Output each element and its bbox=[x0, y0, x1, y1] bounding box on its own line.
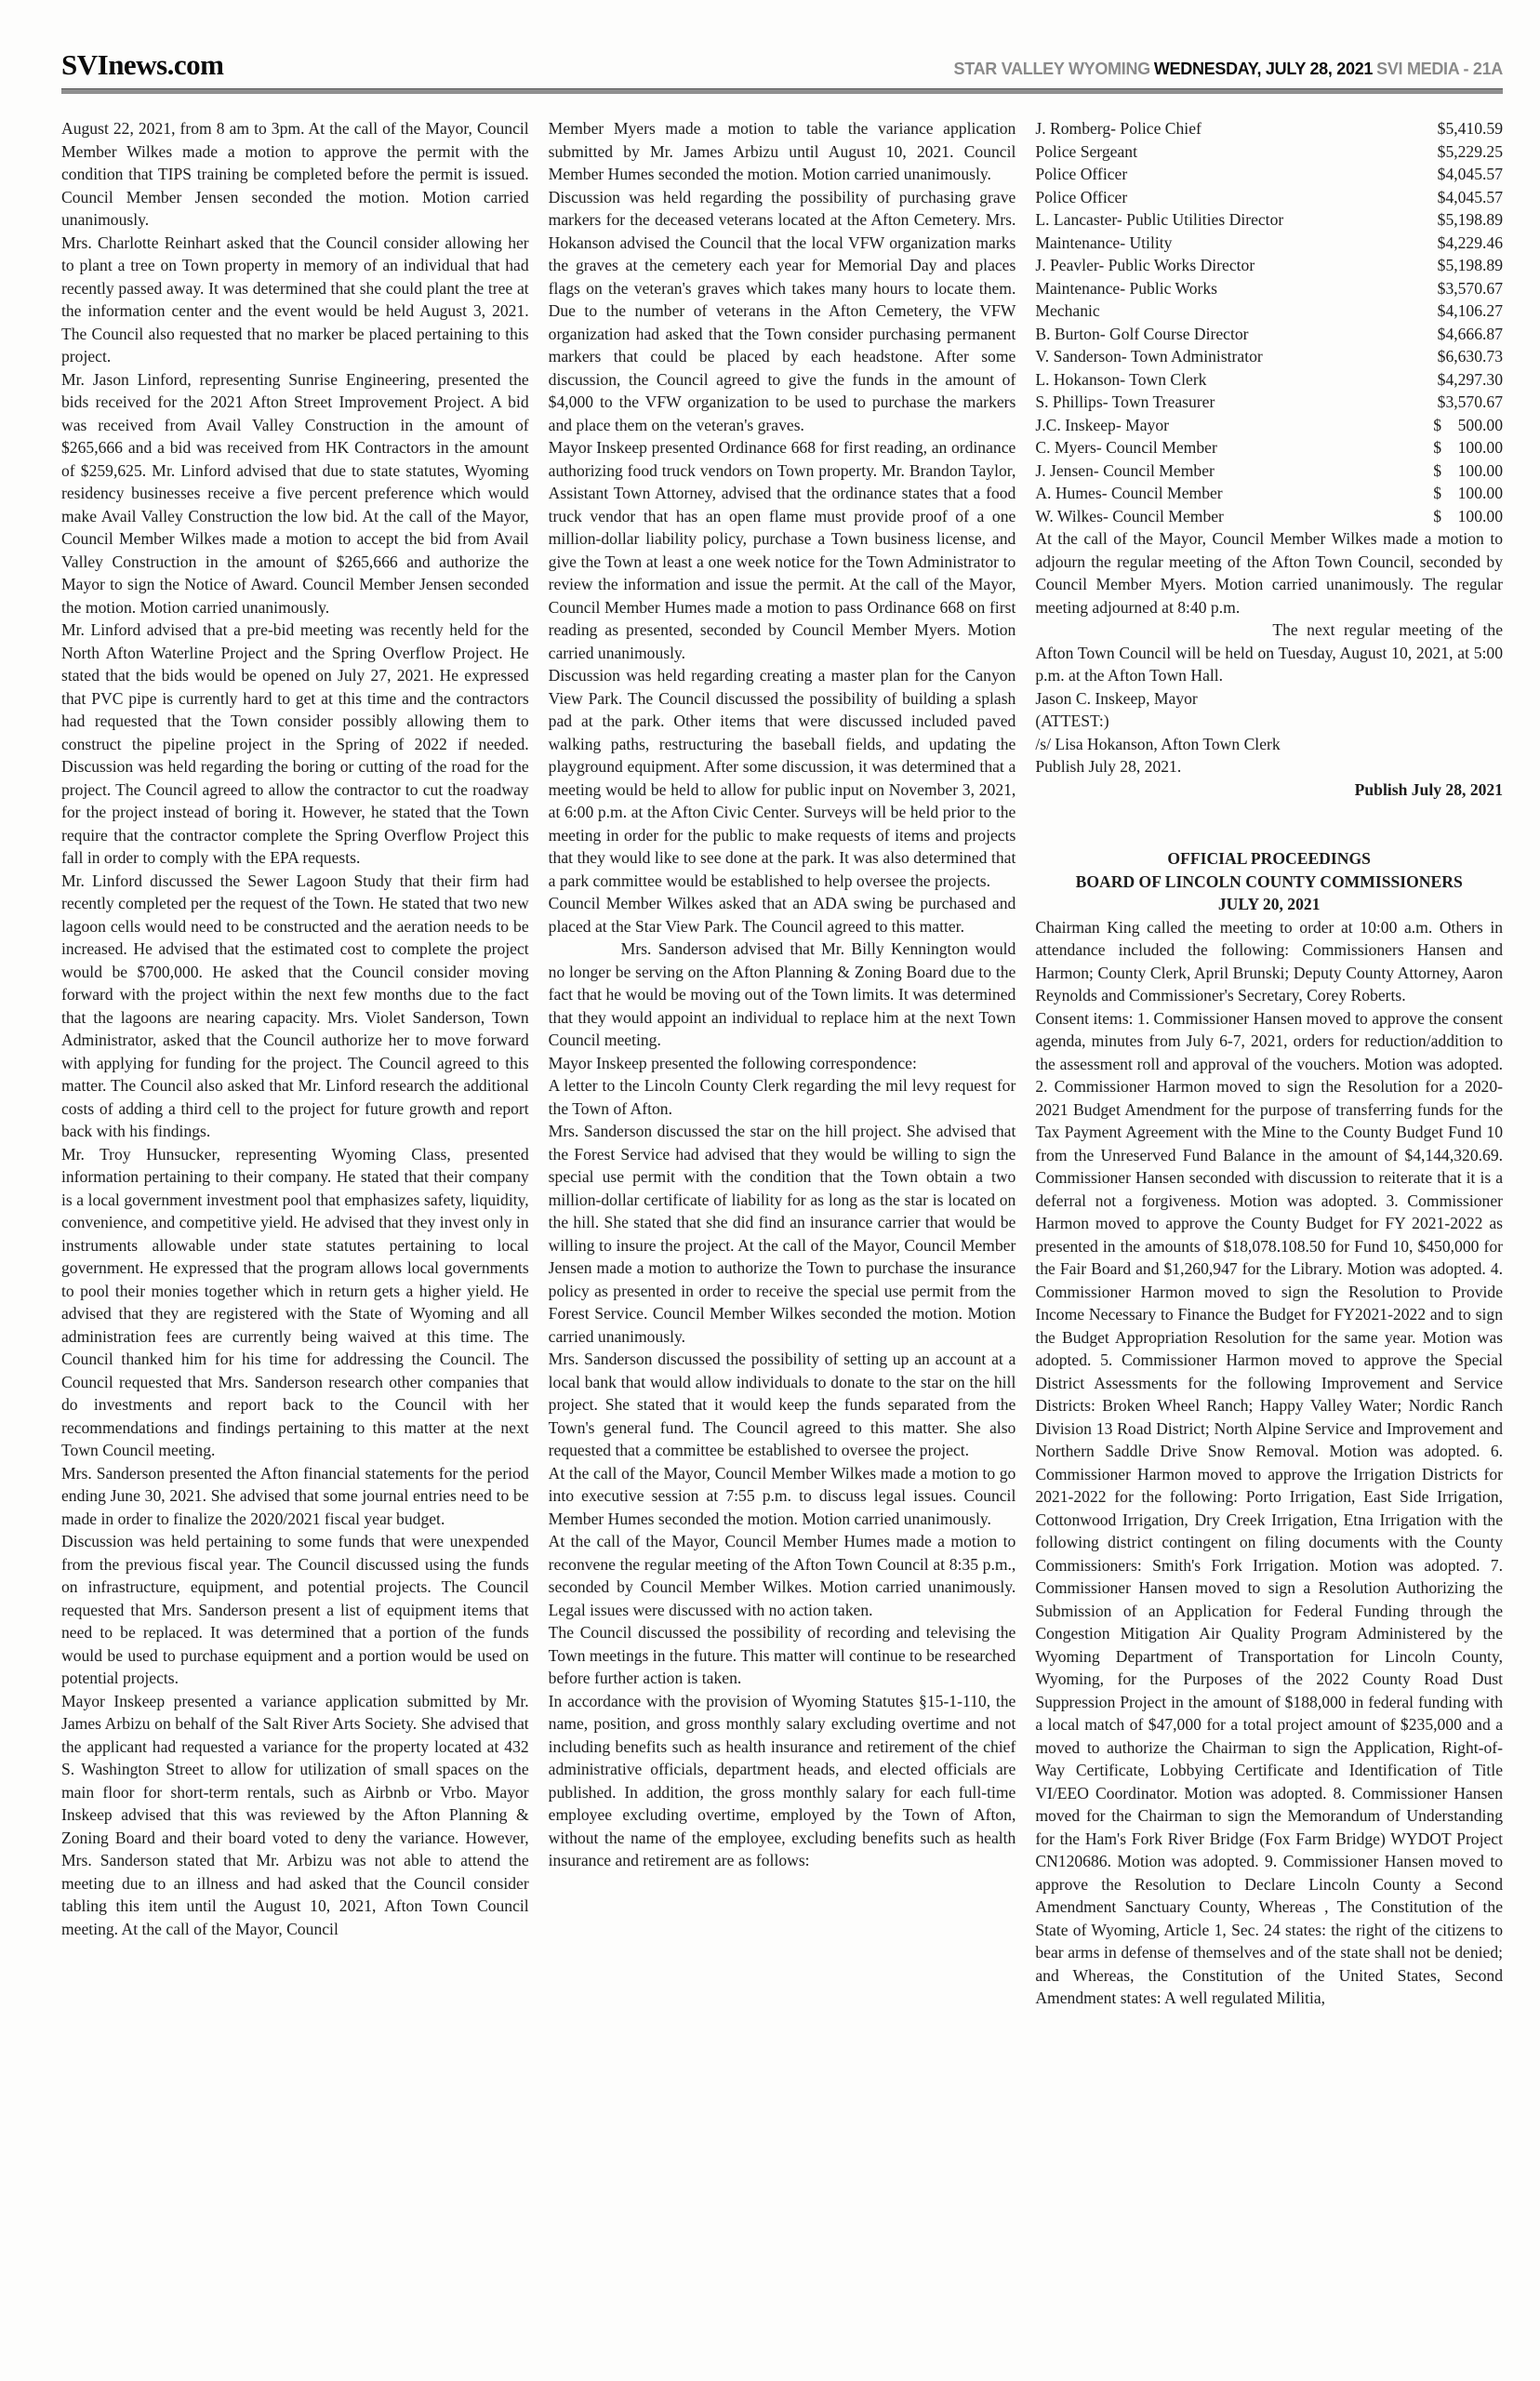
salary-position: J.C. Inskeep- Mayor bbox=[1035, 415, 1169, 434]
paragraph: A letter to the Lincoln County Clerk regarding the mil levy request for the Town of Afton. bbox=[548, 1076, 1016, 1118]
paragraph: Mrs. Sanderson presented the Afton financial statements for the period ending June 30, 2021. She advised that some journal entries need to be made in order to finalize the 2020/2021 fiscal year budget. bbox=[61, 1463, 529, 1528]
salary-position: J. Peavler- Public Works Director bbox=[1035, 256, 1255, 274]
paragraph: Council Member Wilkes asked that an ADA swing be purchased and placed at the Star View Park. The Council agreed to this matter. bbox=[548, 894, 1016, 936]
salary-amount: $5,198.89 bbox=[1437, 210, 1504, 229]
header-date: WEDNESDAY, JULY 28, 2021 bbox=[1153, 60, 1374, 78]
section-heading-line: OFFICIAL PROCEEDINGS bbox=[1167, 849, 1371, 868]
paragraph: At the call of the Mayor, Council Member Humes made a motion to reconvene the regular meeting of the Afton Town Council at 8:35 p.m., seconded by Council Member Wilkes. Motion carried unanimously. Legal issues were discussed with no action taken. bbox=[548, 1532, 1016, 1619]
salary-position: A. Humes- Council Member bbox=[1035, 484, 1223, 502]
salary-position: W. Wilkes- Council Member bbox=[1035, 506, 1224, 525]
salary-amount: $4,666.87 bbox=[1437, 324, 1504, 343]
salary-table bbox=[1035, 117, 1503, 527]
paragraph: Mrs. Sanderson advised that Mr. Billy Kennington would no longer be serving on the Afton Planning & Zoning Board due to the fact that he would be moving out of the Town limits. It was determined that they would appoint an individual to replace him at the next Town Council meeting. bbox=[548, 939, 1016, 1049]
paragraph: Discussion was held pertaining to some funds that were unexpended from the previous fiscal year. The Council discussed using the funds on infrastructure, equipment, and potential projects. The Council requested that Mrs. Sanderson present a list of equipment items that need to be replaced. It was determined that a portion of the funds would be used to purchase equipment and a portion would be used on potential projects. bbox=[61, 1532, 529, 1687]
salary-position: Police Officer bbox=[1035, 165, 1128, 183]
salary-position: Police Sergeant bbox=[1035, 141, 1137, 161]
salary-amount: $ 100.00 bbox=[1433, 484, 1504, 502]
salary-row bbox=[1035, 345, 1503, 368]
salary-row bbox=[1035, 117, 1503, 140]
salary-position: Police Officer bbox=[1035, 187, 1128, 206]
salary-position: Maintenance- Utility bbox=[1035, 233, 1173, 252]
salary-amount: $6,630.73 bbox=[1437, 347, 1504, 366]
paragraph: Mr. Troy Hunsucker, representing Wyoming Class, presented information pertaining to their company. He stated that their company is a local government investment pool that emphasizes safety, liquidity, convenience, and competitive yield. He advised that they invest only in instruments allowable under state statutes pertaining to local government. He expressed that the program allows local governments to pool their monies together which in return gets a higher yield. He advised that they are registered with the State of Wyoming and all administration fees are currently being waived at this time. The Council thanked him for his time for addressing the Council. The Council requested that Mrs. Sanderson research other companies that do investments and report back to the Council with her recommendations and findings pertaining to this matter at the next Town Council meeting. bbox=[61, 1144, 529, 1459]
paragraph: Mr. Linford discussed the Sewer Lagoon Study that their firm had recently completed per the request of the Town. He stated that two new lagoon cells would need to be constructed and the aeration needs to be increased. He advised that the estimated cost to complete the project would be $700,000. He asked that the Council consider moving forward with the project within the next few months due to the fact that the lagoons are nearing capacity. Mrs. Violet Sanderson, Town Administrator, asked that the Council authorize her to move forward with applying for funding for the project. The Council agreed to this matter. The Council also asked that Mr. Linford research the additional costs of adding a third cell to the project for future growth and report back with his findings. bbox=[61, 871, 529, 1140]
salary-row bbox=[1035, 254, 1503, 277]
salary-row bbox=[1035, 277, 1503, 300]
paragraph: Mr. Jason Linford, representing Sunrise Engineering, presented the bids received for the 2021 Afton Street Improvement Project. A bid was received from Avail Valley Construction in the amount of $265,666 and a bid was received from HK Contractors in the amount of $259,625. Mr. Linford advised that due to state statutes, Wyoming residency businesses receive a five percent preference which would make Avail Valley Construction the low bid. At the call of the Mayor, Council Member Wilkes made a motion to accept the bid from Avail Valley Construction in the amount of $265,666 and authorize the Mayor to sign the Notice of Award. Council Member Jensen seconded the motion. Motion carried unanimously. bbox=[61, 369, 529, 617]
salary-row bbox=[1035, 186, 1503, 209]
paragraph: At the call of the Mayor, Council Member Wilkes made a motion to go into executive session at 7:55 p.m. to discuss legal issues. Council Member Humes seconded the motion. Motion carried unanimously. bbox=[548, 1463, 1016, 1528]
header-location: STAR VALLEY WYOMING bbox=[953, 60, 1150, 78]
salary-amount: $4,045.57 bbox=[1437, 187, 1504, 206]
salary-amount: $5,229.25 bbox=[1437, 141, 1504, 161]
masthead-brand: SVInews.com bbox=[61, 48, 224, 81]
spacer bbox=[1035, 801, 1503, 847]
salary-amount: $4,106.27 bbox=[1437, 301, 1504, 320]
page-header bbox=[61, 48, 1503, 82]
column-2 bbox=[549, 117, 1016, 2010]
salary-position: Maintenance- Public Works bbox=[1035, 278, 1217, 298]
salary-row bbox=[1035, 163, 1503, 186]
column-1 bbox=[61, 117, 529, 2010]
paragraph: Mrs. Charlotte Reinhart asked that the Council consider allowing her to plant a tree on Town property in memory of an individual that had recently passed away. It was determined that she could plant the tree at the information center and the event would be held August 3, 2021. The Council also requested that no marker be placed pertaining to this project. bbox=[61, 233, 529, 366]
section-heading bbox=[1035, 847, 1503, 916]
salary-position: C. Myers- Council Member bbox=[1035, 438, 1217, 457]
paragraph: /s/ Lisa Hokanson, Afton Town Clerk bbox=[1035, 734, 1281, 753]
salary-row bbox=[1035, 391, 1503, 414]
paragraph: August 22, 2021, from 8 am to 3pm. At the call of the Mayor, Council Member Wilkes made a motion to approve the permit with the condition that TIPS training be completed before the permit is issued. Council Member Jensen seconded the motion. Motion carried unanimously. bbox=[61, 119, 529, 229]
salary-row bbox=[1035, 323, 1503, 346]
paragraph: At the call of the Mayor, Council Member Wilkes made a motion to adjourn the regular meeting of the Afton Town Council, seconded by Council Member Myers. Motion carried unanimously. The regular meeting adjourned at 8:40 p.m. bbox=[1035, 529, 1504, 617]
paragraph: Discussion was held regarding the possibility of purchasing grave markers for the deceased veterans located at the Afton Cemetery. Mrs. Hokanson advised the Council that the local VFW organization marks the graves at the cemetery each year for Memorial Day and places flags on the veteran's graves which takes many hours to locate them. Due to the number of veterans in the Afton Cemetery, the VFW organization had asked that the Town consider purchasing permanent markers that could be placed by each headstone. After some discussion, the Council agreed to give the funds in the amount of $4,000 to the VFW organization to be used to purchase the markers and place them on the veteran's graves. bbox=[548, 187, 1016, 434]
paragraph: Publish July 28, 2021. bbox=[1035, 757, 1182, 776]
paragraph: Discussion was held regarding creating a master plan for the Canyon View Park. The Council discussed the possibility of building a splash pad at the park. Other items that were discussed included paved walking paths, restructuring the baseball fields, and updating the playground equipment. After some discussion, it was determined that a meeting would be held to allow for public input on November 3, 2021, at 6:00 p.m. at the Afton Civic Center. Surveys will be held prior to the meeting in order for the public to make requests of items and projects that they would like to see done at the park. It was also determined that a park committee would be established to help oversee the projects. bbox=[548, 666, 1016, 890]
paragraph: In accordance with the provision of Wyoming Statutes §15-1-110, the name, position, and gross monthly salary excluding overtime and not including benefits such as health insurance and retirement of the chief administrative officials, department heads, and elected officials are published. In addition, the gross monthly salary for each full-time employee excluding overtime, employed by the Town of Afton, without the name of the employee, excluding benefits such as health insurance and retirement are as follows: bbox=[548, 1691, 1016, 1869]
salary-row bbox=[1035, 505, 1503, 528]
salary-row bbox=[1035, 482, 1503, 505]
paragraph: Jason C. Inskeep, Mayor bbox=[1035, 688, 1198, 708]
paragraph: The next regular meeting of the Afton Town Council will be held on Tuesday, August 10, 2021, at 5:00 p.m. at the Afton Town Hall. bbox=[1035, 620, 1504, 685]
article-columns bbox=[61, 117, 1503, 2010]
paragraph: Member Myers made a motion to table the variance application submitted by Mr. James Arbizu until August 10, 2021. Council Member Humes seconded the motion. Motion carried unanimously. bbox=[548, 119, 1016, 183]
salary-row bbox=[1035, 232, 1503, 255]
header-rule bbox=[61, 88, 1503, 94]
salary-position: S. Phillips- Town Treasurer bbox=[1035, 392, 1215, 411]
salary-amount: $ 100.00 bbox=[1433, 460, 1504, 480]
header-edition: SVI MEDIA - 21A bbox=[1376, 60, 1503, 78]
salary-amount: $4,045.57 bbox=[1437, 165, 1504, 183]
salary-row bbox=[1035, 368, 1503, 392]
salary-amount: $3,570.67 bbox=[1437, 278, 1504, 298]
salary-position: L. Hokanson- Town Clerk bbox=[1035, 369, 1207, 389]
salary-amount: $5,198.89 bbox=[1437, 256, 1504, 274]
salary-row bbox=[1035, 208, 1503, 232]
salary-amount: $5,410.59 bbox=[1437, 119, 1504, 138]
salary-position: Mechanic bbox=[1035, 301, 1100, 320]
paragraph: Chairman King called the meeting to order at 10:00 a.m. Others in attendance included the following: Commissioners Hansen and Harmon; County Clerk, April Brunski; Deputy County Attorney, Aaron Reynolds and Commissioner's Secretary, Corey Roberts. bbox=[1035, 917, 1504, 1004]
section-heading-line: JULY 20, 2021 bbox=[1217, 895, 1321, 913]
salary-row bbox=[1035, 436, 1503, 459]
salary-position: J. Romberg- Police Chief bbox=[1035, 119, 1201, 138]
paragraph: Mayor Inskeep presented Ordinance 668 for first reading, an ordinance authorizing food truck vendors on Town property. Mr. Brandon Taylor, Assistant Town Attorney, advised that the ordinance states that a food truck vendor that has an open flame must provide proof of a one million-dollar liability policy, purchase a Town business license, and give the Town at least a one week notice for the Town Administrator to review the information and issue the permit. At the call of the Mayor, Council Member Humes made a motion to pass Ordinance 668 on first reading as presented, seconded by Council Member Myers. Motion carried unanimously. bbox=[548, 438, 1016, 662]
paragraph: Mrs. Sanderson discussed the star on the hill project. She advised that the Forest Service had advised that they would be willing to sign the special use permit with the condition that the Town obtain a two million-dollar certificate of liability for as long as the star is located on the hill. She stated that she did find an insurance carrier that would be willing to insure the project. At the call of the Mayor, Council Member Jensen made a motion to authorize the Town to purchase the insurance policy as presented in order to receive the special use permit from the Forest Service. Council Member Wilkes seconded the motion. Motion carried unanimously. bbox=[548, 1122, 1016, 1346]
salary-amount: $ 100.00 bbox=[1433, 506, 1504, 525]
salary-row bbox=[1035, 459, 1503, 483]
header-meta bbox=[954, 60, 1503, 79]
salary-position: B. Burton- Golf Course Director bbox=[1035, 324, 1249, 343]
salary-amount: $3,570.67 bbox=[1437, 392, 1504, 411]
paragraph: Publish July 28, 2021 bbox=[1354, 779, 1504, 799]
salary-amount: $ 100.00 bbox=[1433, 438, 1504, 457]
salary-position: J. Jensen- Council Member bbox=[1035, 460, 1215, 480]
paragraph: Consent items: 1. Commissioner Hansen moved to approve the consent agenda, minutes from July 6-7, 2021, orders for reduction/addition to the assessment roll and approval of the vouchers. Motion was adopted. 2. Commissioner Harmon moved to sign the Resolution for a 2020-2021 Budget Amendment for the purpose of transferring funds for the Tax Payment Agreement with the Mine to the County Budget Fund 10 from the Unreserved Fund Balance in the amount of $4,144,320.69. Commissioner Hansen seconded with discussion to reiterate that it is a deferral not a forgiveness. Motion was adopted. 3. Commissioner Harmon moved to approve the County Budget for FY 2021-2022 as presented in the amounts of $18,078.108.50 for Fund 10, $450,000 for the Fair Board and $1,260,947 for the Library. Motion was adopted. 4. Commissioner Harmon moved to sign the Resolution to Provide Income Necessary to Finance the Budget for FY2021-2022 and to sign the Budget Appropriation Resolution for the same year. Motion was adopted. 5. Commissioner Harmon moved to approve the Special District Assessments for the following Improvement and Service Districts: Broken Wheel Ranch; Happy Valley Water; Nordic Ranch Division 13 Road District; North Alpine Service and Improvement and Northern Saddle Drive Snow Removal. Motion was adopted. 6. Commissioner Harmon moved to approve the Irrigation Districts for 2021-2022 for the following: Porto Irrigation, East Side Irrigation, Cottonwood Irrigation, Dry Creek Irrigation, Etna Irrigation with the following district contingent on filing documents with the County Commissioners: Smith's Fork Irrigation. Motion was adopted. 7. Commissioner Hansen moved to sign a Resolution Authorizing the Submission of an Application for Federal Funding through the Congestion Mitigation Air Quality Program Administered by the Wyoming Department of Transportation for Lincoln County, Wyoming, for the Purposes of the 2022 County Road Dust Suppression Project in the amount of $188,000 in federal funding with a local match of $47,000 for a total project amount of $235,000 and a moved to authorize the Chairman to sign the Application, Right-of-Way Certificate, Lobbying Certificate and Identification of Title VI/EEO Coordinator. Motion was adopted. 8. Commissioner Hansen moved for the Chairman to sign the Memorandum of Understanding for the Ham's Fork River Bridge (Fox Farm Bridge) WYDOT Project CN120686. Motion was adopted. 9. Commissioner Hansen moved to approve the Resolution to Declare Lincoln County a Second Amendment Sanctuary County, Whereas , The Constitution of the State of Wyoming, Article 1, Sec. 24 states: the right of the citizens to bear arms in defense of themselves and of the state shall not be denied; and Whereas, the Constitution of the United States, Second Amendment states: A well regulated Militia, bbox=[1035, 1008, 1504, 2007]
salary-position: L. Lancaster- Public Utilities Director bbox=[1035, 210, 1284, 229]
salary-amount: $4,297.30 bbox=[1437, 369, 1504, 389]
paragraph: Mr. Linford advised that a pre-bid meeting was recently held for the North Afton Waterline Project and the Spring Overflow Project. He stated that the bids would be opened on July 27, 2021. He expressed that PVC pipe is currently hard to get at this time and the contractors had requested that the Town consider possibly allowing them to construct the pipeline project in the Spring of 2022 if needed. Discussion was held regarding the boring or cutting of the road for the project. The Council agreed to allow the contractor to cut the roadway for the project instead of boring it. However, he stated that the Town require that the contractor complete the Spring Overflow Project this fall in order to comply with the EPA requests. bbox=[61, 620, 529, 867]
salary-amount: $4,229.46 bbox=[1437, 233, 1504, 252]
salary-amount: $ 500.00 bbox=[1433, 415, 1504, 434]
paragraph: (ATTEST:) bbox=[1035, 712, 1109, 730]
paragraph: Mayor Inskeep presented the following correspondence: bbox=[548, 1053, 917, 1072]
column-3 bbox=[1035, 117, 1503, 2010]
paragraph: Mrs. Sanderson discussed the possibility of setting up an account at a local bank that would allow individuals to donate to the star on the hill project. She stated that it would keep the funds separated from the Town's general fund. The Council agreed to this matter. She also requested that a committee be established to oversee the project. bbox=[548, 1350, 1016, 1459]
paragraph: The Council discussed the possibility of recording and televising the Town meetings in the future. This matter will continue to be researched before further action is taken. bbox=[548, 1623, 1016, 1687]
salary-row bbox=[1035, 414, 1503, 437]
paragraph: Mayor Inskeep presented a variance application submitted by Mr. James Arbizu on behalf of the Salt River Arts Society. She advised that the applicant had requested a variance for the property located at 432 S. Washington Street to allow for utilization of small spaces on the main floor for short-term rentals, such as Airbnb or Vrbo. Mayor Inskeep advised that this was reviewed by the Afton Planning & Zoning Board and their board voted to deny the variance. However, Mrs. Sanderson stated that Mr. Arbizu was not able to attend the meeting due to an illness and had asked that the Council consider tabling this item until the August 10, 2021, Afton Town Council meeting. At the call of the Mayor, Council bbox=[61, 1691, 529, 1938]
section-heading-line: BOARD OF LINCOLN COUNTY COMMISSIONERS bbox=[1075, 871, 1463, 891]
salary-row bbox=[1035, 140, 1503, 164]
salary-row bbox=[1035, 299, 1503, 323]
salary-position: V. Sanderson- Town Administrator bbox=[1035, 347, 1263, 366]
